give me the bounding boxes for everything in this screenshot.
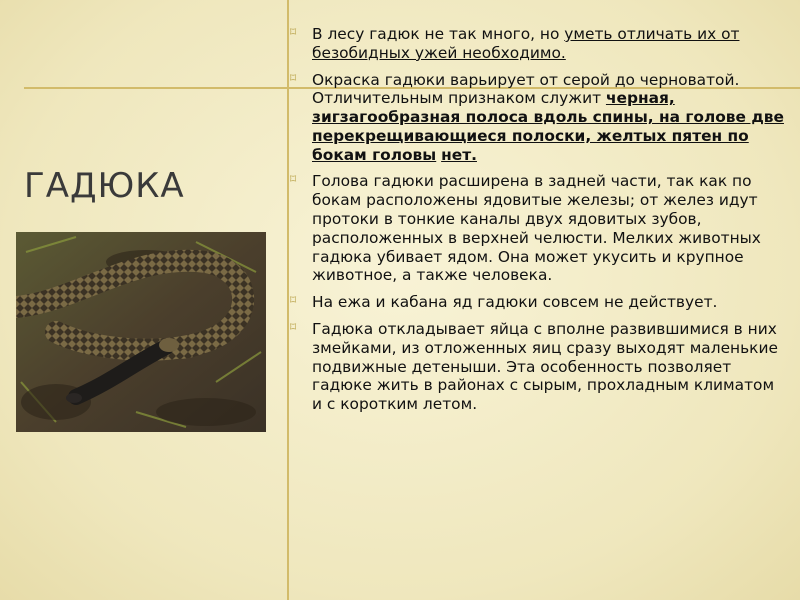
bullet-list [290,25,786,422]
bullet-text: Гадюка откладывает яйца с вполне развившимися в них змейками, из отложенных яиц сразу выходят маленькие подвижные детеныши. Эта особенность позволяет гадюке жить в районах с сырым, прохладным климатом и с коротким летом. [312,319,778,414]
bullet-text: В лесу гадюк не так много, но [312,25,565,43]
vertical-divider [287,0,289,600]
bullet-text-underlined: уметь отличать их от безобидных ужей необходимо. [312,25,740,62]
slide-title: ГАДЮКА [24,166,185,206]
bullet-marker: ⌑ [290,293,297,308]
bullet-text-bold-underlined: черная, зигзагообразная полоса вдоль спины, на голове две перекрещивающиеся полоски, желтых пятен по бокам головы [312,89,784,164]
bullet-item [290,293,786,312]
bullet-text: На ежа и кабана яд гадюки совсем не действует. [312,293,718,312]
bullet-marker: ⌑ [290,319,297,334]
bullet-item [290,172,786,285]
bullet-item [290,320,786,414]
bullet-text-bold-underlined: нет. [441,145,477,164]
viper-photo [16,232,266,432]
bullet-item [290,25,786,63]
bullet-marker: ⌑ [290,172,297,187]
bullet-marker: ⌑ [290,70,297,85]
bullet-item [290,71,786,165]
bullet-text: Голова гадюки расширена в задней части, так как по бокам расположены ядовитые железы; от желез идут протоки в тонкие каналы двух ядовитых зубов, расположенных в верхней челюсти. Мелких животных гадюка убивает ядом. Она может укусить и крупное животное, а также человека. [312,172,761,285]
bullet-text: Окраска гадюки варьирует от серой до черноватой. Отличительным признаком служит [312,70,740,108]
bullet-marker: ⌑ [290,25,297,39]
